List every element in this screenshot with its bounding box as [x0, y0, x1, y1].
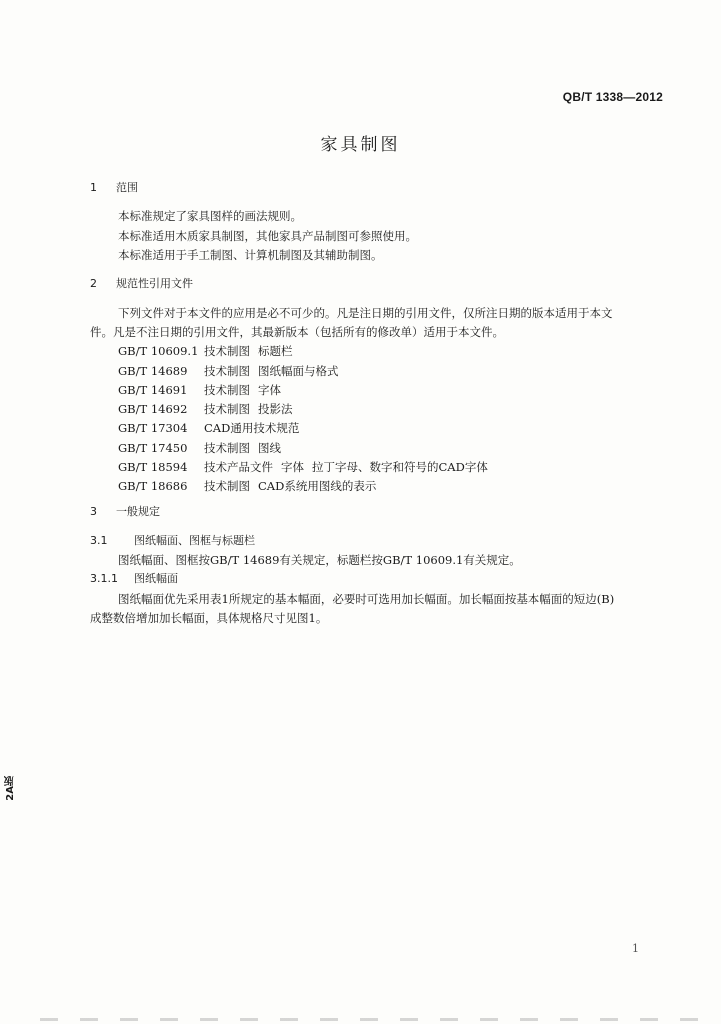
reference-code: GB/T 18594: [118, 460, 188, 474]
paragraph: 成整数倍增加加长幅面，具体规格尺寸见图1。: [90, 611, 328, 625]
section-number: 1: [90, 181, 97, 194]
reference-code: GB/T 14691: [118, 383, 188, 397]
section-2-heading: [90, 277, 193, 291]
subsection-number: 3.1.1: [90, 572, 118, 585]
subsection-title: 图纸幅面、图框与标题栏: [134, 534, 255, 547]
reference-code: GB/T 17304: [118, 421, 188, 435]
reference-item: GB/T 18594 技术产品文件 字体 拉丁字母、数字和符号的CAD字体: [118, 460, 488, 474]
reference-item: GB/T 14689 技术制图 图纸幅面与格式: [118, 364, 339, 378]
reference-item: GB/T 17450 技术制图 图线: [118, 441, 281, 455]
page-number: 1: [632, 942, 639, 955]
section-title: 规范性引用文件: [116, 277, 193, 290]
section-number: 3: [90, 505, 97, 518]
section-title: 一般规定: [116, 505, 160, 518]
reference-item: GB/T 14692 技术制图 投影法: [118, 402, 293, 416]
reference-item: GB/T 18686 技术制图 CAD系统用图线的表示: [118, 479, 377, 493]
section-3-heading: [90, 505, 160, 519]
subsection-3-1-heading: [90, 534, 255, 548]
reference-code: GB/T 18686: [118, 479, 188, 493]
paragraph: 下列文件对于本文件的应用是必不可少的。凡是注日期的引用文件，仅所注日期的版本适用于本文: [118, 306, 613, 320]
side-edition-mark: 2A版: [5, 776, 16, 801]
reference-code: GB/T 14689: [118, 364, 188, 378]
subsection-number: 3.1: [90, 534, 108, 547]
section-number: 2: [90, 277, 97, 290]
reference-code: GB/T 17450: [118, 441, 188, 455]
standard-code: QB/T 1338—2012: [562, 90, 663, 104]
document-title: 家具制图: [320, 135, 401, 155]
reference-item: GB/T 17304 CAD通用技术规范: [118, 421, 300, 435]
reference-code: GB/T 10609.1: [118, 344, 199, 358]
subsection-3-1-1-heading: [90, 572, 178, 586]
paragraph: 本标准适用于手工制图、计算机制图及其辅助制图。: [118, 248, 383, 262]
scan-edge-artifact: [40, 1018, 701, 1021]
paragraph: 本标准规定了家具图样的画法规则。: [118, 209, 302, 223]
paragraph: 图纸幅面优先采用表1所规定的基本幅面，必要时可选用加长幅面。加长幅面按基本幅面的短边(B): [118, 592, 615, 606]
paragraph: 件。凡是不注日期的引用文件，其最新版本（包括所有的修改单）适用于本文件。: [90, 325, 504, 339]
reference-code: GB/T 14692: [118, 402, 188, 416]
subsection-title: 图纸幅面: [134, 572, 178, 585]
reference-item: GB/T 10609.1 技术制图 标题栏: [118, 344, 293, 358]
paragraph: 图纸幅面、图框按GB/T 14689有关规定，标题栏按GB/T 10609.1有关规定。: [118, 553, 521, 567]
reference-item: GB/T 14691 技术制图 字体: [118, 383, 281, 397]
section-1-heading: [90, 181, 138, 195]
paragraph: 本标准适用木质家具制图，其他家具产品制图可参照使用。: [118, 229, 417, 243]
section-title: 范围: [116, 181, 138, 194]
